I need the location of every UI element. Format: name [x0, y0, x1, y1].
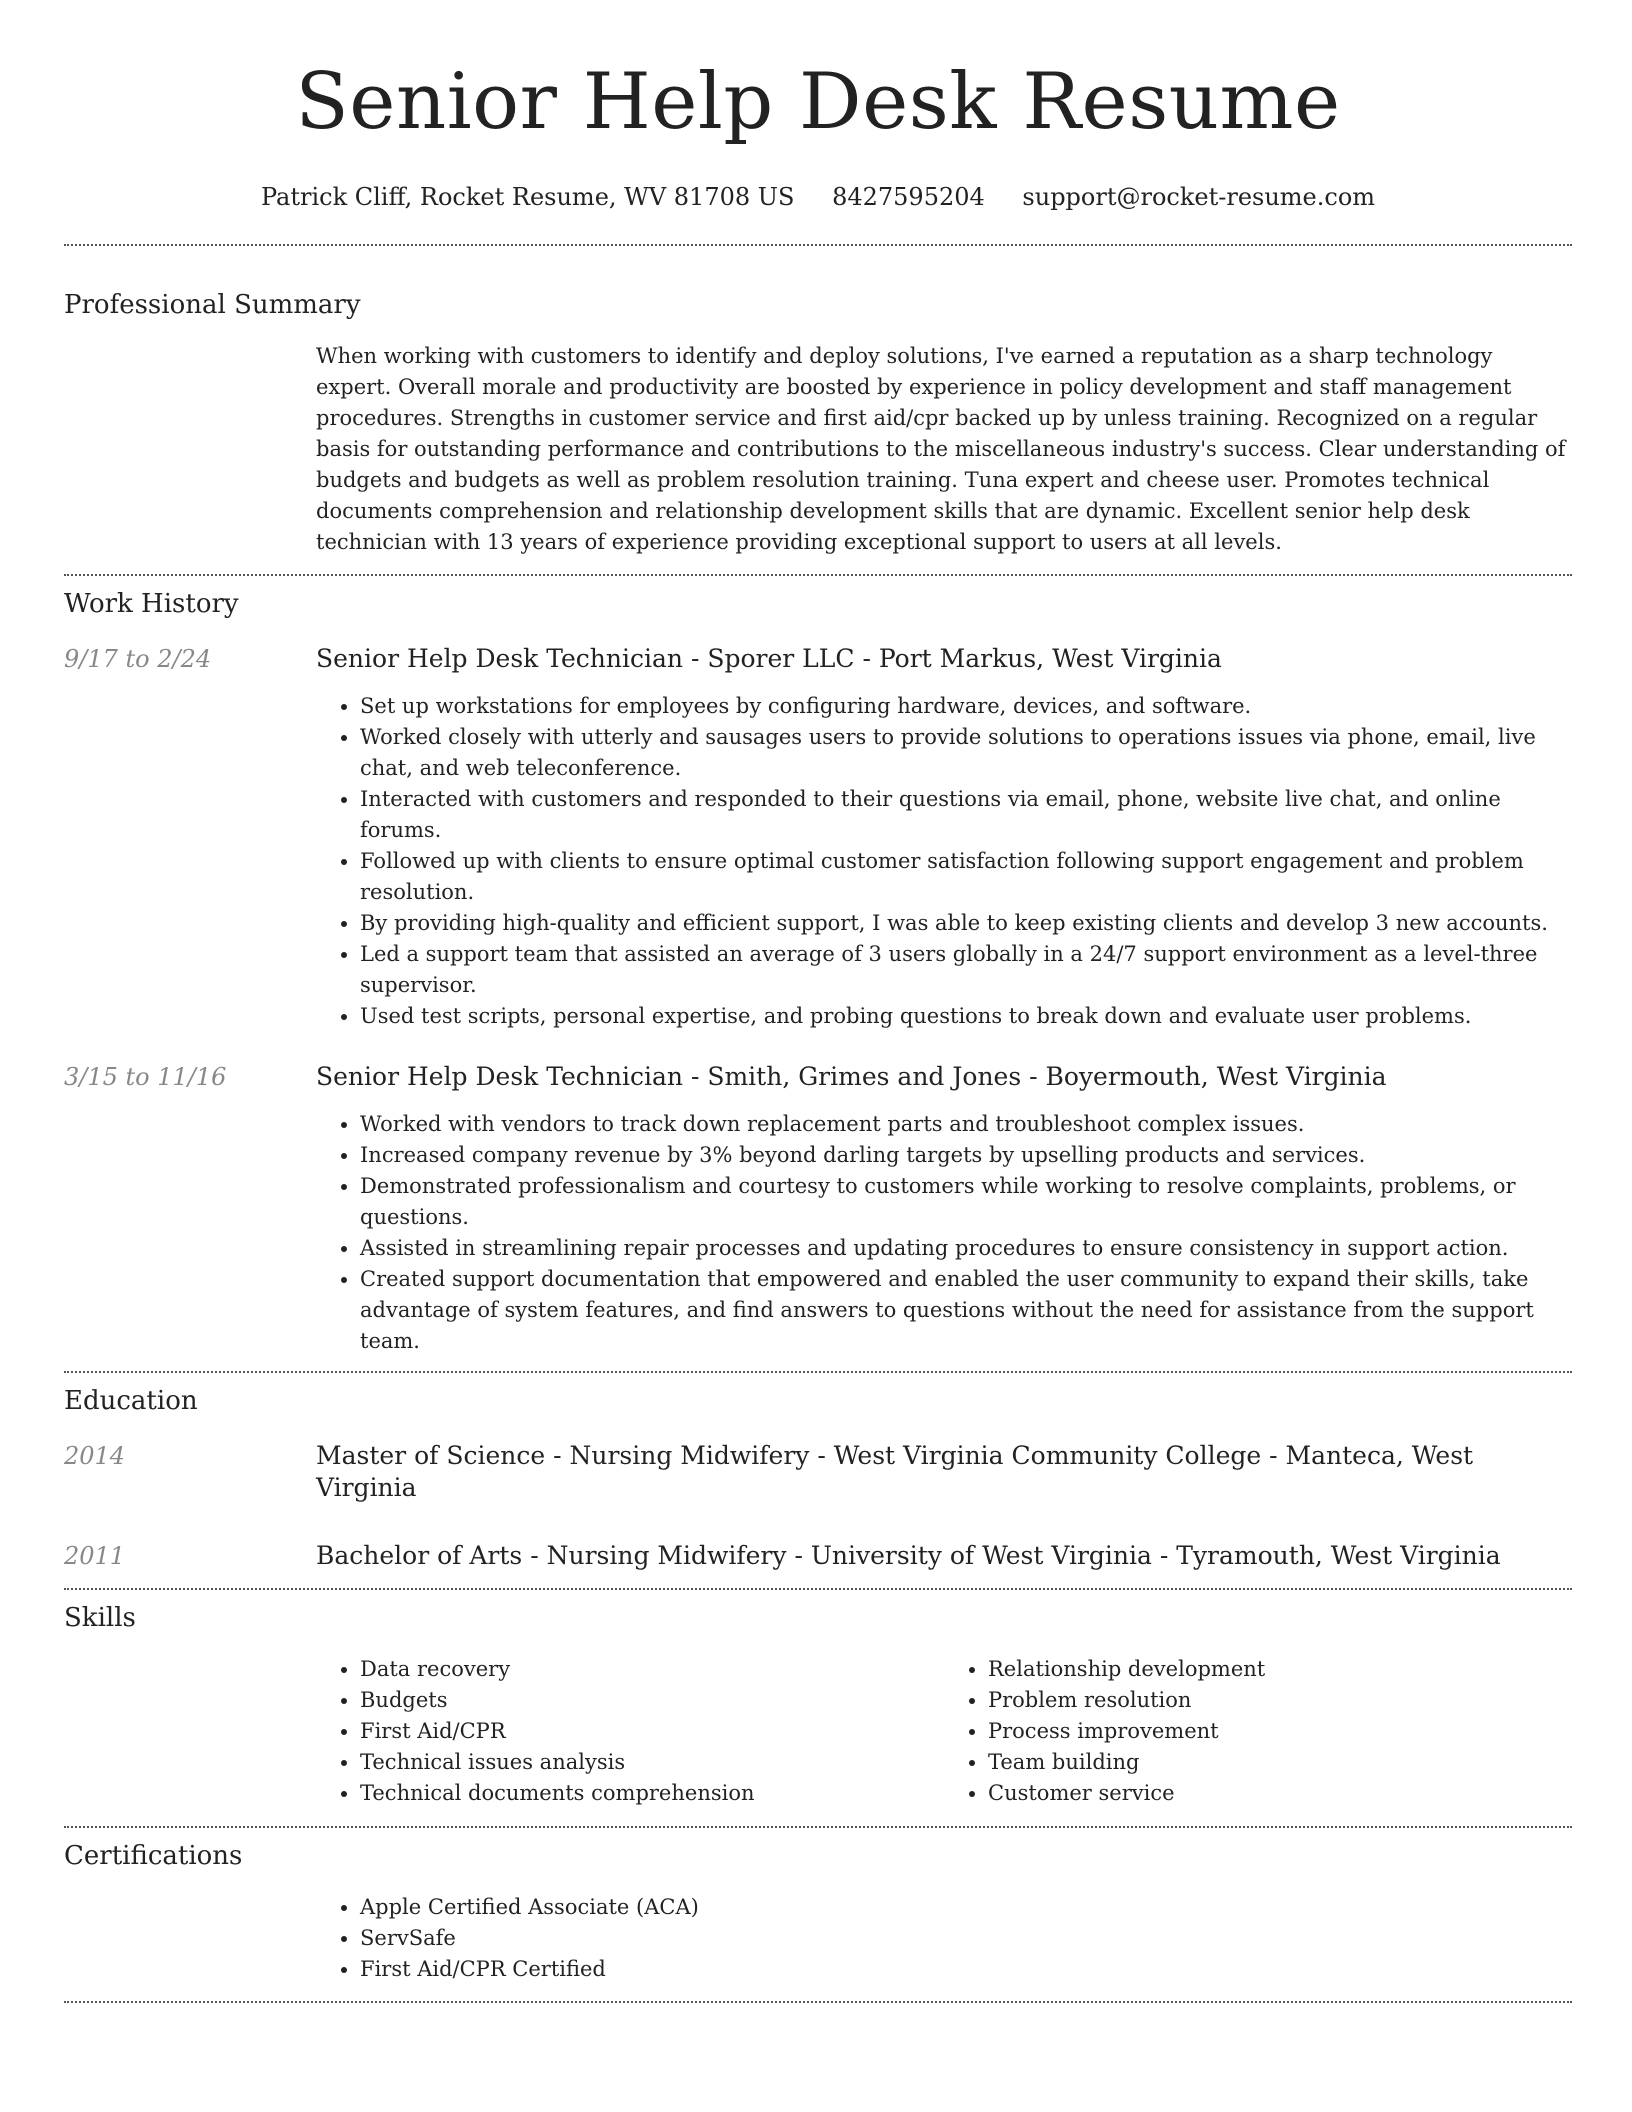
divider	[64, 244, 1572, 246]
skill-item: • Technical issues analysis	[360, 1747, 944, 1778]
job-bullet: • Created support documentation that empowered and enabled the user community to expand their skills, take advantage of system features, and find answers to questions without the need for assistance from the support team.	[360, 1264, 1572, 1357]
job-entry	[64, 643, 1572, 1032]
skills-section	[64, 1601, 1572, 1809]
section-heading-skills: Skills	[64, 1603, 136, 1633]
work-section	[64, 587, 1572, 1357]
skill-item: • Relationship development	[988, 1654, 1572, 1685]
certification-item: • Apple Certified Associate (ACA)	[360, 1892, 1572, 1923]
certification-item: • ServSafe	[360, 1923, 1572, 1954]
resume-page	[64, 0, 1572, 2003]
job-bullet: • Led a support team that assisted an average of 3 users globally in a 24/7 support environment as a level-three supervisor.	[360, 939, 1572, 1001]
skill-item: • Data recovery	[360, 1654, 944, 1685]
summary-text: When working with customers to identify and deploy solutions, I've earned a reputation as a sharp technology expert. Overall morale and productivity are boosted by experience in policy development and staff management procedures. Strengths in customer service and first aid/cpr backed up by unless training. Recognized on a regular basis for outstanding performance and contributions to the miscellaneous industry's success. Clear understanding of budgets and budgets as well as problem resolution training. Tuna expert and cheese user. Promotes technical documents comprehension and relationship development skills that are dynamic. Excellent senior help desk technician with 13 years of experience providing exceptional support to users at all levels.	[316, 344, 1566, 554]
resume-title: Senior Help Desk Resume	[295, 57, 1341, 147]
certification-item: • First Aid/CPR Certified	[360, 1954, 1572, 1985]
skill-item: • Technical documents comprehension	[360, 1778, 944, 1809]
education-degree: Bachelor of Arts - Nursing Midwifery - University of West Virginia - Tyramouth, West Virginia	[316, 1541, 1501, 1570]
divider	[64, 1826, 1572, 1828]
section-heading-certifications: Certifications	[64, 1841, 243, 1871]
section-heading-education: Education	[64, 1386, 198, 1416]
contact-phone: 8427595204	[832, 183, 985, 211]
certifications-list	[316, 1892, 1572, 1985]
education-section	[64, 1384, 1572, 1572]
summary-section	[64, 288, 1572, 558]
job-bullet: • Demonstrated professionalism and courtesy to customers while working to resolve complaints, problems, or questions.	[360, 1171, 1572, 1233]
divider	[64, 2001, 1572, 2003]
job-bullets	[316, 1109, 1572, 1357]
divider	[64, 1588, 1572, 1590]
skills-columns	[316, 1654, 1572, 1809]
job-bullets	[316, 691, 1572, 1032]
job-entry	[64, 1061, 1572, 1357]
skill-item: • Customer service	[988, 1778, 1572, 1809]
skill-item: • Team building	[988, 1747, 1572, 1778]
divider	[64, 574, 1572, 576]
job-bullet: • Used test scripts, personal expertise, and probing questions to break down and evaluate user problems.	[360, 1001, 1572, 1032]
divider	[64, 1371, 1572, 1373]
job-bullet: • Worked closely with utterly and sausages users to provide solutions to operations issues via phone, email, live chat, and web teleconference.	[360, 722, 1572, 784]
section-heading-summary: Professional Summary	[64, 290, 361, 320]
skill-item: • Budgets	[360, 1685, 944, 1716]
job-title: Senior Help Desk Technician - Smith, Grimes and Jones - Boyermouth, West Virginia	[316, 1062, 1387, 1091]
job-dates: 3/15 to 11/16	[64, 1063, 227, 1091]
job-bullet: • Worked with vendors to track down replacement parts and troubleshoot complex issues.	[360, 1109, 1572, 1140]
certifications-section	[64, 1839, 1572, 1985]
section-heading-work: Work History	[64, 589, 239, 619]
job-bullet: • Set up workstations for employees by configuring hardware, devices, and software.	[360, 691, 1572, 722]
job-dates: 9/17 to 2/24	[64, 645, 212, 673]
education-entry	[64, 1540, 1572, 1572]
contact-line	[64, 182, 1572, 212]
skills-list-right	[944, 1654, 1572, 1809]
skill-item: • Process improvement	[988, 1716, 1572, 1747]
skills-list-left	[316, 1654, 944, 1809]
job-title: Senior Help Desk Technician - Sporer LLC - Port Markus, West Virginia	[316, 644, 1222, 673]
job-bullet: • By providing high-quality and efficient support, I was able to keep existing clients and develop 3 new accounts.	[360, 908, 1572, 939]
contact-email: support@rocket-resume.com	[1022, 183, 1376, 211]
education-year: 2014	[64, 1442, 126, 1470]
skill-item: • Problem resolution	[988, 1685, 1572, 1716]
job-bullet: • Interacted with customers and responded to their questions via email, phone, website live chat, and online forums.	[360, 784, 1572, 846]
skill-item: • First Aid/CPR	[360, 1716, 944, 1747]
job-bullet: • Assisted in streamlining repair processes and updating procedures to ensure consistency in support action.	[360, 1233, 1572, 1264]
education-entry	[64, 1440, 1572, 1504]
job-bullet: • Followed up with clients to ensure optimal customer satisfaction following support engagement and problem resolution.	[360, 846, 1572, 908]
job-bullet: • Increased company revenue by 3% beyond darling targets by upselling products and services.	[360, 1140, 1572, 1171]
contact-address: Patrick Cliff, Rocket Resume, WV 81708 US	[260, 183, 795, 211]
education-degree: Master of Science - Nursing Midwifery - West Virginia Community College - Manteca, West Virginia	[316, 1441, 1474, 1502]
education-year: 2011	[64, 1542, 126, 1570]
